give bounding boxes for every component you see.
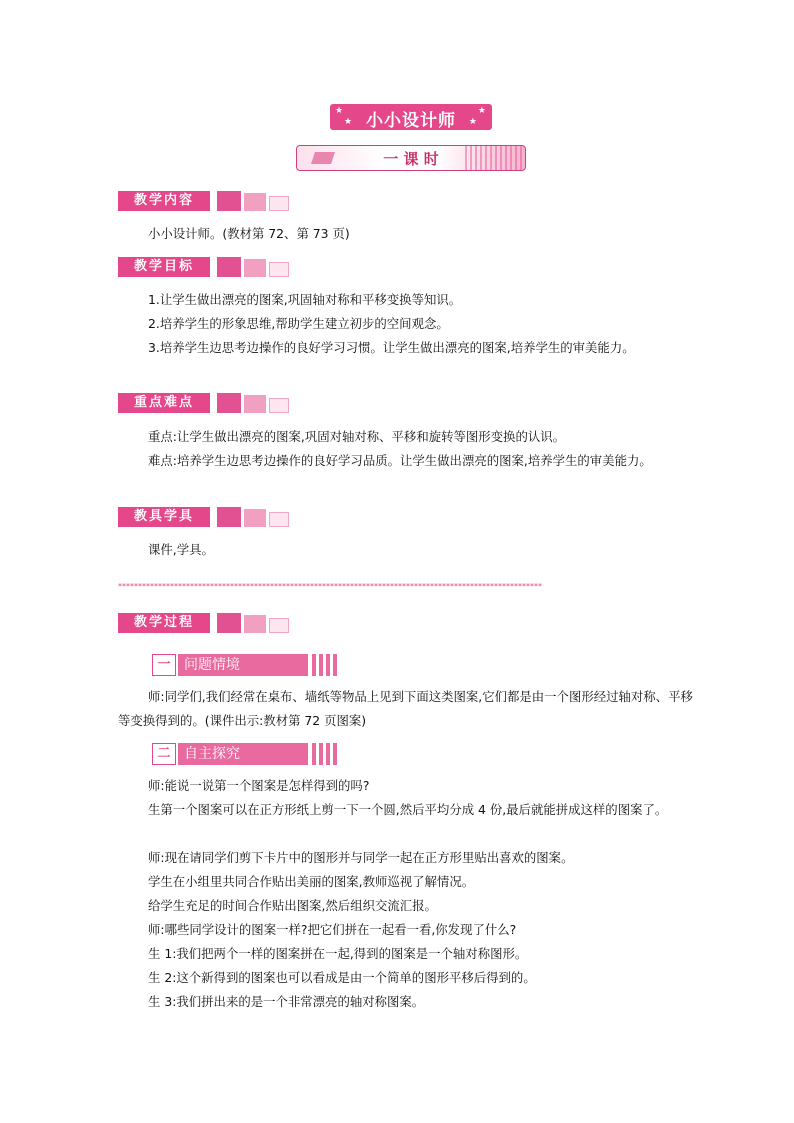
step2-line: 生 2:这个新得到的图案也可以看成是由一个简单的图形平移后得到的。	[148, 970, 536, 985]
lesson-bar	[296, 145, 526, 171]
decor-square	[244, 615, 266, 633]
decor-tick	[312, 743, 316, 765]
decor-tick	[333, 654, 337, 676]
decor-square	[269, 398, 289, 413]
section-label: 重点难点	[118, 393, 210, 413]
step2-line: 师:能说一说第一个图案是怎样得到的吗?	[148, 778, 370, 793]
decor-square	[217, 191, 241, 211]
decor-tick	[319, 743, 323, 765]
decor-tick	[319, 654, 323, 676]
decor-square	[217, 613, 241, 633]
decor-square	[269, 262, 289, 277]
decor-square	[269, 196, 289, 211]
star-icon: ★	[468, 117, 477, 127]
decor-square	[269, 618, 289, 633]
goal-item: 2.培养学生的形象思维,帮助学生建立初步的空间观念。	[148, 316, 449, 331]
decor-tick	[312, 654, 316, 676]
tools-text: 课件,学具。	[148, 542, 214, 557]
decor-square	[217, 393, 241, 413]
decor-square	[269, 512, 289, 527]
section-label: 教学内容	[118, 191, 210, 211]
star-divider: **********************************************************************************************************	[118, 583, 542, 591]
title-banner	[330, 104, 492, 130]
decor-tick	[326, 654, 330, 676]
decor-tick	[333, 743, 337, 765]
decor-square	[217, 507, 241, 527]
decor-square	[244, 259, 266, 277]
section-label: 教具学具	[118, 507, 210, 527]
decor-square	[244, 193, 266, 211]
decor-square	[244, 395, 266, 413]
decor-tick	[326, 743, 330, 765]
step2-line: 给学生充足的时间合作贴出图案,然后组织交流汇报。	[148, 898, 437, 913]
step2-line: 生 3:我们拼出来的是一个非常漂亮的轴对称图案。	[148, 994, 425, 1009]
step-number: 一	[152, 654, 176, 676]
decor-square	[217, 257, 241, 277]
star-icon: ★	[344, 117, 353, 127]
step2-line: 师:哪些同学设计的图案一样?把它们拼在一起看一看,你发现了什么?	[148, 922, 517, 937]
goal-item: 3.培养学生边思考边操作的良好学习习惯。让学生做出漂亮的图案,培养学生的审美能力。	[148, 340, 635, 355]
page-title: 小小设计师	[366, 111, 456, 131]
star-icon: ★	[477, 106, 486, 116]
goal-item: 1.让学生做出漂亮的图案,巩固轴对称和平移变换等知识。	[148, 292, 462, 307]
step2-line: 生第一个图案可以在正方形纸上剪一下一个圆,然后平均分成 4 份,最后就能拼成这样的图案了。	[148, 802, 668, 817]
step-number: 二	[152, 743, 176, 765]
step1-text: 师:同学们,我们经常在桌布、墙纸等物品上见到下面这类图案,它们都是由一个图形经过轴对称、平移等变换得到的。(课件出示:教材第 72 页图案)	[118, 689, 693, 728]
key-item: 难点:培养学生边思考边操作的良好学习品质。让学生做出漂亮的图案,培养学生的审美能力。	[148, 453, 652, 468]
section-label: 教学过程	[118, 613, 210, 633]
step2-line: 学生在小组里共同合作贴出美丽的图案,教师巡视了解情况。	[148, 874, 475, 889]
key-item: 重点:让学生做出漂亮的图案,巩固对轴对称、平移和旋转等图形变换的认识。	[148, 429, 566, 444]
lesson-label: 一 课 时	[383, 150, 439, 168]
step2-line: 师:现在请同学们剪下卡片中的图形并与同学一起在正方形里贴出喜欢的图案。	[148, 850, 574, 865]
content-text: 小小设计师。(教材第 72、第 73 页)	[148, 226, 350, 241]
step-header-1	[152, 654, 338, 676]
step-title: 问题情境	[178, 654, 308, 676]
section-label: 教学目标	[118, 257, 210, 277]
step-header-2	[152, 743, 338, 765]
step-title: 自主探究	[178, 743, 308, 765]
step2-line: 生 1:我们把两个一样的图案拼在一起,得到的图案是一个轴对称图形。	[148, 946, 528, 961]
decor-square	[244, 509, 266, 527]
star-icon: ★	[335, 106, 344, 116]
